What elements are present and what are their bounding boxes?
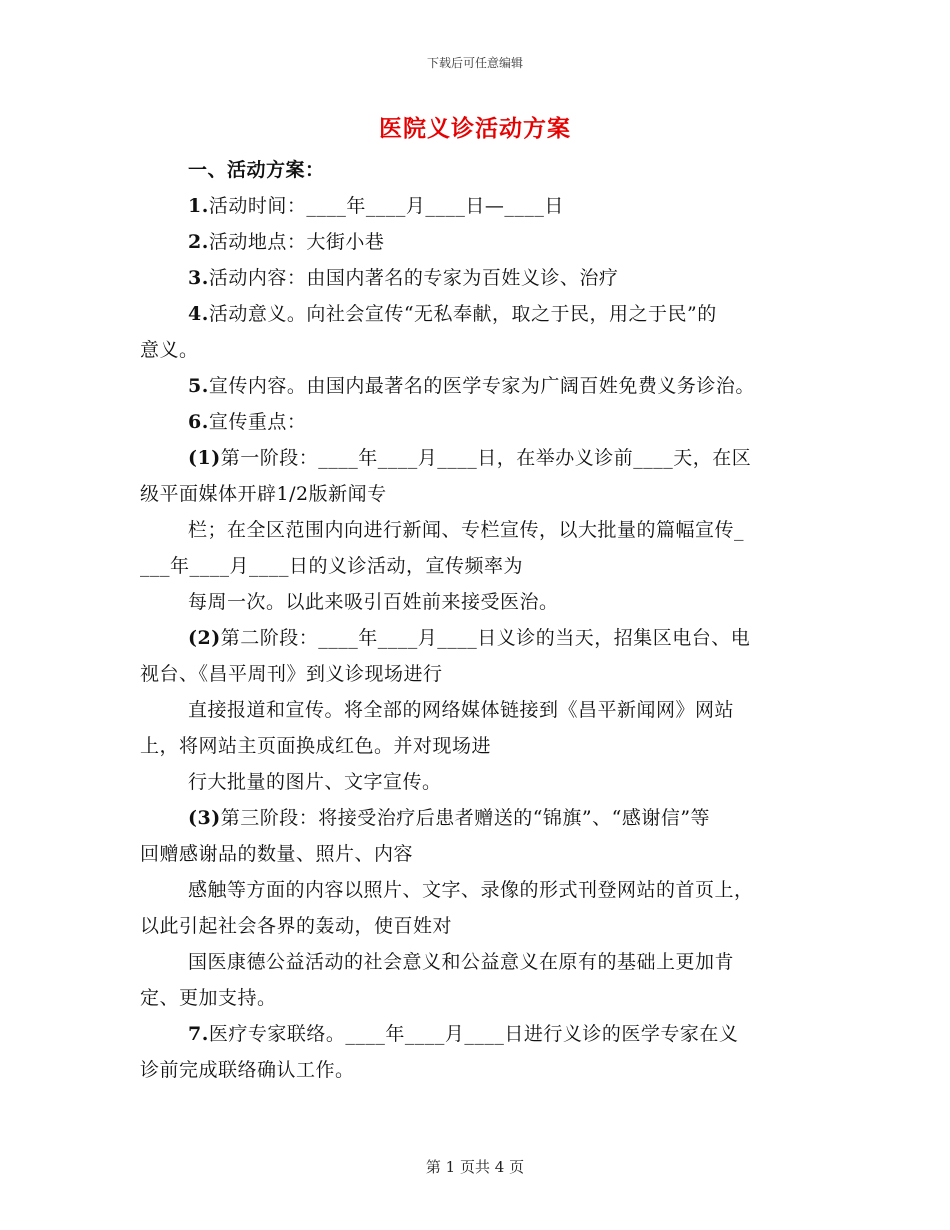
text-line (140, 296, 810, 332)
line-text: 级平面媒体开辟1/2版新闻专 (140, 483, 387, 505)
text-line (140, 872, 810, 908)
line-text: 一、活动方案： (188, 159, 325, 181)
text-line (140, 728, 810, 764)
line-text: 直接报道和宣传。将全部的网络媒体链接到《昌平新闻网》网站 (188, 699, 735, 721)
line-text: 医疗专家联络。____年____月____日进行义诊的医学专家在义 (208, 1023, 739, 1045)
item-number: 6. (188, 411, 209, 433)
text-line (140, 440, 810, 476)
line-text: 定、更加支持。 (140, 987, 277, 1009)
line-text: 意义。 (140, 339, 199, 361)
text-line (140, 332, 810, 368)
text-line (140, 152, 810, 188)
page-header: 下载后可任意编辑 (426, 56, 523, 70)
line-text: 行大批量的图片、文字宣传。 (188, 771, 442, 793)
line-text: 栏；在全区范围内向进行新闻、专栏宣传，以大批量的篇幅宣传_ (188, 519, 745, 541)
line-text: 宣传内容。由国内最著名的医学专家为广阔百姓免费义务诊治。 (208, 375, 755, 397)
item-number: (1) (188, 447, 221, 469)
text-line (140, 800, 810, 836)
text-line (140, 476, 810, 512)
item-number: (3) (188, 807, 221, 829)
line-text: 诊前完成联络确认工作。 (140, 1059, 355, 1081)
text-line (140, 404, 810, 440)
text-line (140, 764, 810, 800)
text-line (140, 584, 810, 620)
text-line (140, 260, 810, 296)
text-line (140, 836, 810, 872)
document-body (140, 152, 810, 1088)
text-line (140, 1016, 810, 1052)
line-text: 国医康德公益活动的社会意义和公益意义在原有的基础上更加肯 (188, 951, 735, 973)
line-text: 活动地点：大街小巷 (208, 231, 385, 253)
line-text: 视台、《昌平周刊》到义诊现场进行 (140, 663, 443, 685)
line-text: 第二阶段：____年____月____日义诊的当天，招集区电台、电 (220, 627, 751, 649)
text-line (140, 548, 810, 584)
line-text: 第三阶段：将接受治疗后患者赠送的“锦旗”、“感谢信”等 (220, 807, 711, 829)
item-number: 2. (188, 231, 209, 253)
line-text: 以此引起社会各界的轰动，使百姓对 (140, 915, 453, 937)
line-text: 回赠感谢品的数量、照片、内容 (140, 843, 414, 865)
text-line (140, 692, 810, 728)
item-number: 1. (188, 195, 209, 217)
text-line (140, 656, 810, 692)
line-text: ___年____月____日的义诊活动，宣传频率为 (140, 555, 524, 577)
text-line (140, 512, 810, 548)
text-line (140, 188, 810, 224)
item-number: 5. (188, 375, 209, 397)
line-text: 活动时间：____年____月____日—____日 (208, 195, 564, 217)
line-text: 感触等方面的内容以照片、文字、录像的形式刊登网站的首页上， (188, 879, 754, 901)
item-number: 3. (188, 267, 209, 289)
item-number: (2) (188, 627, 221, 649)
line-text: 上，将网站主页面换成红色。并对现场进 (140, 735, 492, 757)
text-line (140, 1052, 810, 1088)
item-number: 4. (188, 303, 209, 325)
text-line (140, 944, 810, 980)
line-text: 每周一次。以此来吸引百姓前来接受医治。 (188, 591, 559, 613)
text-line (140, 908, 810, 944)
document-title: 医院义诊活动方案 (379, 115, 571, 142)
page-footer: 第 1 页共 4 页 (425, 1158, 525, 1176)
item-number: 7. (188, 1023, 209, 1045)
line-text: 第一阶段：____年____月____日，在举办义诊前____天，在区 (220, 447, 752, 469)
text-line (140, 368, 810, 404)
text-line (140, 980, 810, 1016)
line-text: 宣传重点： (208, 411, 307, 433)
line-text: 活动意义。向社会宣传“无私奉献，取之于民，用之于民”的 (208, 303, 717, 325)
line-text: 活动内容：由国内著名的专家为百姓义诊、治疗 (208, 267, 619, 289)
text-line (140, 224, 810, 260)
text-line (140, 620, 810, 656)
